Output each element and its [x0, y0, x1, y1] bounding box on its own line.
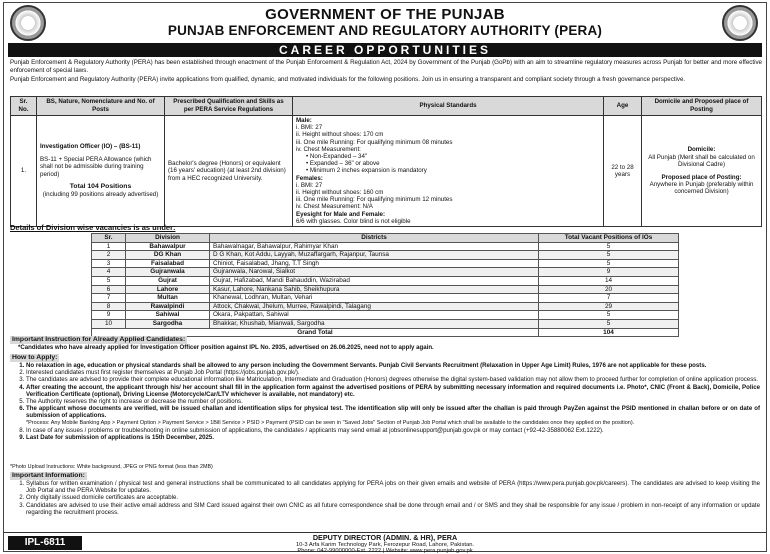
- domicile-cell: [642, 116, 762, 227]
- division-name: Gujranwala: [126, 268, 210, 277]
- physical-line: Male:: [296, 117, 312, 124]
- division-districts: Bahawalnagar, Bahawalpur, Rahimyar Khan: [210, 242, 539, 251]
- division-districts: Attock, Chakwal, Jhelum, Murree, Rawalpindi, Talagang: [210, 302, 539, 311]
- division-row: [92, 311, 679, 320]
- division-name: Gujrat: [126, 276, 210, 285]
- division-sr: 6: [92, 285, 126, 294]
- division-total: 5: [539, 311, 679, 320]
- instruction-line: *Candidates who have already applied for Investigation Officer position against IPL No. 2935, advertised on 26.06.2025, need not to apply again.: [18, 344, 434, 351]
- job-col-domicile: Domicile and Proposed place of Posting: [642, 97, 762, 116]
- apply-item: 6. The applicant whose documents are verified, will be issued challan and identification slips for physical test. The identification slip will only be issued after the challan is paid through PayZen against the PSID mentioned in challan before or on date of submission of applications.: [26, 405, 760, 419]
- instruction-heading: Important Instruction for Already Applied Candidates:: [12, 336, 186, 343]
- division-total: 29: [539, 302, 679, 311]
- division-row: [92, 276, 679, 285]
- division-name: Faisalabad: [126, 259, 210, 268]
- domicile-text: All Punjab (Merit shall be calculated on Divisional Cadre): [648, 153, 755, 169]
- division-districts: Bhakkar, Khushab, Mianwali, Sargodha: [210, 319, 539, 328]
- division-row: [92, 285, 679, 294]
- pera-logo-icon: [722, 5, 758, 41]
- job-post-cell: [37, 116, 165, 227]
- important-item: 3. Candidates are advised to use their active email address and SIM Card issued against their own CNIC as all future correspondence shall be done through email and / or SMS and they shall be responsible for any issue / problem in non-receipt of any information or update regarding the recruitment process.: [26, 502, 760, 516]
- post-note: (including 99 positions already advertised): [42, 191, 159, 199]
- intro-paragraph-2: Punjab Enforcement and Regulatory Authority (PERA) invite applications from qualified, dynamic, and motivated individuals for the following positions. Join us in ensuring a transparent and compliant society through a fresh governance perspective.: [10, 76, 686, 83]
- division-sr: 1: [92, 242, 126, 251]
- div-col-sr: Sr.: [92, 234, 126, 243]
- division-sr: 4: [92, 268, 126, 277]
- division-districts: Chiniot, Faisalabad, Jhang, T.T Singh: [210, 259, 539, 268]
- physical-line: ii. Height without shoes: 170 cm: [296, 131, 384, 139]
- division-total: 5: [539, 251, 679, 260]
- post-total: Total 104 Positions: [69, 183, 132, 191]
- division-name: Bahawalpur: [126, 242, 210, 251]
- division-sr: 7: [92, 294, 126, 303]
- division-total: 7: [539, 294, 679, 303]
- job-col-physical: Physical Standards: [293, 97, 604, 116]
- job-table: [10, 96, 762, 227]
- division-name: Rawalpindi: [126, 302, 210, 311]
- division-total: 14: [539, 276, 679, 285]
- physical-line: i. BMI: 27: [296, 124, 323, 132]
- division-row: [92, 259, 679, 268]
- ipl-number: IPL-6811: [8, 536, 82, 550]
- physical-line: iv. Chest Measurement: N/A: [296, 203, 373, 211]
- apply-item: 3. The candidates are advised to provide their complete educational information like Matriculation, Intermediate and Graduation (Honors) degrees otherwise the digital system-based validation may not allow them to proceed further for completion of online application process.: [26, 376, 760, 383]
- physical-line: Females:: [296, 174, 323, 182]
- government-title: GOVERNMENT OF THE PUNJAB: [265, 6, 505, 23]
- division-row: [92, 251, 679, 260]
- div-col-division: Division: [126, 234, 210, 243]
- post-detail: BS-11 + Special PERA Allowance (which shall not be admissible during training period): [40, 155, 152, 178]
- domicile-heading: Domicile:: [687, 146, 716, 154]
- physical-line: 6/6 with glasses. Color blind is not eligible: [296, 217, 411, 225]
- division-districts: Gujranwala, Narowal, Sialkot: [210, 268, 539, 277]
- division-districts: Khanewal, Lodhran, Multan, Vehari: [210, 294, 539, 303]
- division-name: DG Khan: [126, 251, 210, 260]
- authority-title: PUNJAB ENFORCEMENT AND REGULATORY AUTHORITY (PERA): [167, 23, 603, 38]
- job-sr: 1.: [11, 116, 37, 227]
- advertisement-page: [3, 2, 767, 552]
- apply-item: 9. Last Date for submission of applications is 15th December, 2025.: [26, 434, 760, 441]
- footer-designation: DEPUTY DIRECTOR (ADMIN. & HR), PERA: [312, 533, 458, 542]
- div-col-districts: Districts: [210, 234, 539, 243]
- important-list: [18, 480, 760, 516]
- division-sr: 10: [92, 319, 126, 328]
- division-sr: 9: [92, 311, 126, 320]
- job-row: [11, 116, 762, 227]
- physical-line: iii. One mile Running: For qualifying minimum 08 minutes: [296, 138, 453, 146]
- division-row: [92, 319, 679, 328]
- apply-item: 4. After creating the account, the applicant through his/ her account shall fill in the application form against the advertised positions of PERA by submitting necessary information and required documents i.e. Photo*, CNIC (Front & Back), Domicile, Police Verification Certificate (optional), Driving License (Motorcycle/Car/LTV whichever is available, not mandatory) etc.: [26, 384, 760, 398]
- division-districts: Okara, Pakpattan, Sahiwal: [210, 311, 539, 320]
- header: [4, 3, 766, 43]
- footer-contact: Phone: 042-99000000-Ext. 2222 | Website: www.pera.punjab.gov.pk: [297, 548, 473, 554]
- division-heading: Details of Division wise vacancies is as under:: [10, 223, 176, 232]
- grand-total-value: 104: [539, 328, 679, 337]
- apply-item: 1. No relaxation in age, education or physical standards shall be allowed to any person including the Government Servants. Punjab Civil Servants Recruitment (Relaxation in Upper Age Limit) Rules, 1976 are not applicable for these posts.: [26, 362, 760, 369]
- division-total: 9: [539, 268, 679, 277]
- job-col-age: Age: [604, 97, 642, 116]
- career-banner: CAREER OPPORTUNITIES: [8, 43, 762, 57]
- photo-note: *Photo Upload Instructions: White background, JPEG or PNG format (less than 2MB): [10, 464, 213, 470]
- division-total: 5: [539, 259, 679, 268]
- posting-text: Anywhere in Punjab (preferably within concerned Division): [649, 180, 754, 196]
- physical-line: i. BMI: 27: [296, 181, 323, 189]
- job-col-post: BS, Nature, Nomenclature and No. of Posts: [37, 97, 165, 116]
- division-total: 5: [539, 319, 679, 328]
- important-heading: Important Information:: [12, 472, 85, 479]
- physical-line: • Minimum 2 inches expansion is mandatory: [306, 167, 427, 175]
- apply-item: 5. The Authority reserves the right to increase or decrease the number of positions.: [26, 398, 760, 405]
- apply-process-note: *Process: Any Mobile Banking App > Payment Option > Payment Service > 1Bill Service > PSID > Payment (PSID can be seen in "Saved Jobs" Section of Punjab Job Portal which shall be available to the candidates once they applied on the position).: [26, 419, 635, 426]
- division-districts: Kasur, Lahore, Nankana Sahib, Sheikhupura: [210, 285, 539, 294]
- division-row: [92, 242, 679, 251]
- instruction-text: [18, 344, 760, 351]
- division-row: [92, 294, 679, 303]
- footer: [4, 532, 766, 552]
- division-sr: 3: [92, 259, 126, 268]
- division-sr: 8: [92, 302, 126, 311]
- physical-line: ii. Height without shoes: 160 cm: [296, 189, 384, 197]
- how-to-apply-list: [18, 362, 760, 441]
- apply-item: 2. Interested candidates must first register themselves at Punjab Job Portal (https://jobs.punjab.gov.pk/).: [26, 369, 760, 376]
- footer-address: 10-3 Arfa Karim Technology Park, Ferozepur Road, Lahore, Pakistan.: [295, 542, 475, 548]
- division-table: [91, 233, 679, 337]
- physical-line: iii. One mile Running: For qualifying minimum 12 minutes: [296, 196, 453, 204]
- intro-paragraph-1: Punjab Enforcement & Regulatory Authority (PERA) has been established through enactment of the Punjab Enforcement & Regulation Act, 2024 by Government of the Punjab (GoPb) with an aim to streamline regulatory measures across Punjab for better and more effective enforcement of special laws.: [10, 59, 762, 74]
- division-districts: D G Khan, Kot Addu, Layyah, Muzaffargarh, Rajanpur, Taunsa: [210, 251, 539, 260]
- important-item: 2. Only digitally issued domicile certificates are acceptable.: [26, 494, 760, 501]
- division-name: Sargodha: [126, 319, 210, 328]
- division-sr: 5: [92, 276, 126, 285]
- posting-heading: Proposed place of Posting:: [661, 173, 742, 181]
- division-row: [92, 302, 679, 311]
- division-districts: Gujrat, Hafizabad, Mandi Bahauddin, Wazirabad: [210, 276, 539, 285]
- physical-line: • Expanded – 36" or above: [306, 160, 380, 168]
- division-total: 20: [539, 285, 679, 294]
- grand-total-label: Grand Total: [92, 328, 539, 337]
- apply-item: 8. In case of any issues / problems or troubleshooting in online submission of applications, the candidates / applicants may send email at jobsonlinesupport@punjab.gov.pk or may contact (+92-42-35880062 Ext.1222).: [26, 427, 760, 434]
- division-name: Lahore: [126, 285, 210, 294]
- physical-line: Eyesight for Male and Female:: [296, 210, 386, 218]
- division-name: Multan: [126, 294, 210, 303]
- qualification-cell: Bachelor's degree (Honors) or equivalent (16 years' education) (at least 2nd division) from a HEC recognized University.: [165, 116, 293, 227]
- important-item: 1. Syllabus for written examination / physical test and general instructions shall be communicated to all candidates applying for PERA jobs on their given emails and website of PERA (https://www.pera.punjab.gov.pk/careers). The candidates are advised to keep visiting the Job Portal and the PERA Website for updates.: [26, 480, 760, 494]
- div-col-total: Total Vacant Positions of IOs: [539, 234, 679, 243]
- division-sr: 2: [92, 251, 126, 260]
- division-row: [92, 268, 679, 277]
- age-cell: 22 to 28 years: [604, 116, 642, 227]
- how-to-apply-heading: How to Apply:: [12, 354, 58, 361]
- job-col-sr: Sr. No.: [11, 97, 37, 116]
- physical-standards-cell: [293, 116, 604, 227]
- division-total: 5: [539, 242, 679, 251]
- post-title: Investigation Officer (IO) – (BS-11): [40, 143, 141, 151]
- physical-line: iv. Chest Measurement:: [296, 145, 361, 153]
- physical-line: • Non-Expanded – 34": [306, 153, 368, 161]
- division-name: Sahiwal: [126, 311, 210, 320]
- job-col-qualification: Prescribed Qualification and Skills as per PERA Service Regulations: [165, 97, 293, 116]
